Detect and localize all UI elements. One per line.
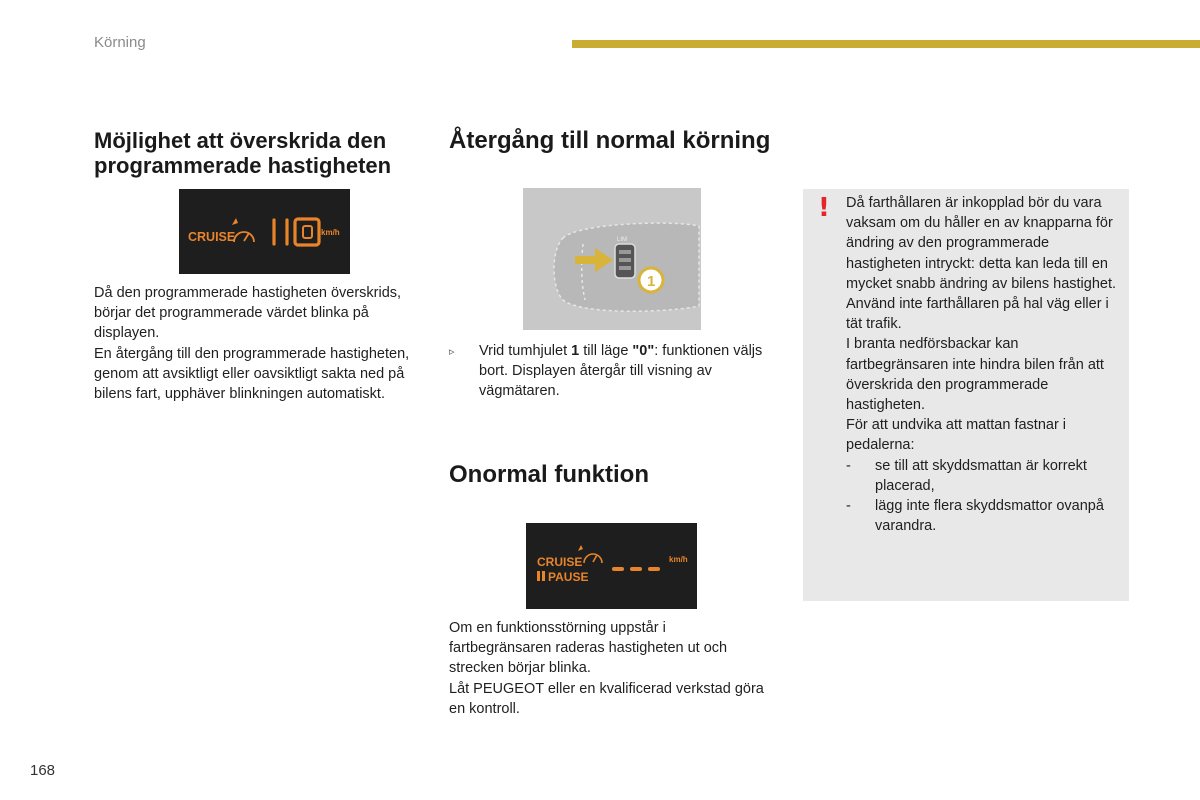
warning-text <box>846 193 1124 536</box>
display-unit: km/h <box>321 228 340 237</box>
display-unit: km/h <box>669 555 688 564</box>
paragraph: Använd inte farthållaren på hal väg eller i tät trafik. <box>846 296 1109 333</box>
bullet-text-mid: till läge <box>579 343 633 359</box>
dash-bullet: - <box>846 498 851 515</box>
dash-bullet: - <box>846 457 851 474</box>
exceed-speed-text <box>94 283 410 404</box>
page-number: 168 <box>30 762 56 779</box>
number-badge-label: 1 <box>647 273 656 290</box>
paragraph: Om en funktionsstörning uppstår i fartbegränsaren raderas hastigheten ut och strecken börjar blinka. <box>449 620 728 677</box>
arrow-bullet-icon: ▹ <box>449 346 455 358</box>
paragraph: För att undvika att mattan fastnar i pedalerna: <box>846 417 1067 454</box>
paragraph: I branta nedförsbackar kan fartbegränsaren inte hindra bilen från att överskrida den programmerade hastigheten. <box>846 336 1104 414</box>
instruction-bullet <box>449 341 779 402</box>
warning-exclamation-icon: ! <box>818 193 830 223</box>
bullet-text-pre: Vrid tumhjulet <box>479 343 572 359</box>
heading-return-normal: Återgång till normal körning <box>449 127 771 154</box>
thumbwheel-icon <box>615 244 635 278</box>
paragraph: Då farthållaren är inkopplad bör du vara vaksam om du håller en av knapparna för ändring av den programmerade hastigheten intryckt: detta kan leda till en mycket snabb ändring av bilens hastighet. <box>846 195 1117 292</box>
heading-exceed-speed: Möjlighet att överskrida den programmerade hastigheten <box>94 128 392 178</box>
cruise-pause-display <box>526 523 697 609</box>
bullet-wheel-number: 1 <box>571 343 580 359</box>
cruise-speed-display <box>179 189 350 274</box>
display-cruise-label: CRUISE <box>188 230 236 244</box>
paragraph: Låt PEUGEOT eller en kvalificerad verkstad göra en kontroll. <box>449 680 764 717</box>
abnormal-function-text <box>449 618 769 719</box>
list-item: - se till att skyddsmattan är korrekt placerad, <box>846 456 1124 496</box>
list-item: - lägg inte flera skyddsmattor ovanpå varandra. <box>846 496 1124 536</box>
display-pause-label: PAUSE <box>548 570 589 584</box>
section-label: Körning <box>94 34 146 51</box>
speed-digits <box>274 219 319 245</box>
bullet-text-post: : funktionen väljs bort. Displayen återgår till visning av vägmätaren. <box>479 343 763 400</box>
display-cruise-label: CRUISE <box>537 555 583 569</box>
control-stalk-illustration <box>523 188 701 330</box>
display-speed-value: 110 <box>180 190 182 191</box>
bullet-position: "0" <box>632 343 655 359</box>
pause-icon <box>537 571 540 581</box>
paragraph: Då den programmerade hastigheten överskrids, börjar det programmerade värdet blinka på displayen. <box>94 285 402 342</box>
speedometer-icon <box>232 218 254 242</box>
lim-label: LIM <box>617 237 628 243</box>
paragraph: En återgång till den programmerade hastigheten, genom att avsiktligt eller oavsiktligt sakta ned på bilens fart, upphäver blinkningen automatiskt. <box>94 345 410 403</box>
heading-abnormal-function: Onormal funktion <box>449 461 649 488</box>
header-accent-bar <box>572 40 1200 48</box>
